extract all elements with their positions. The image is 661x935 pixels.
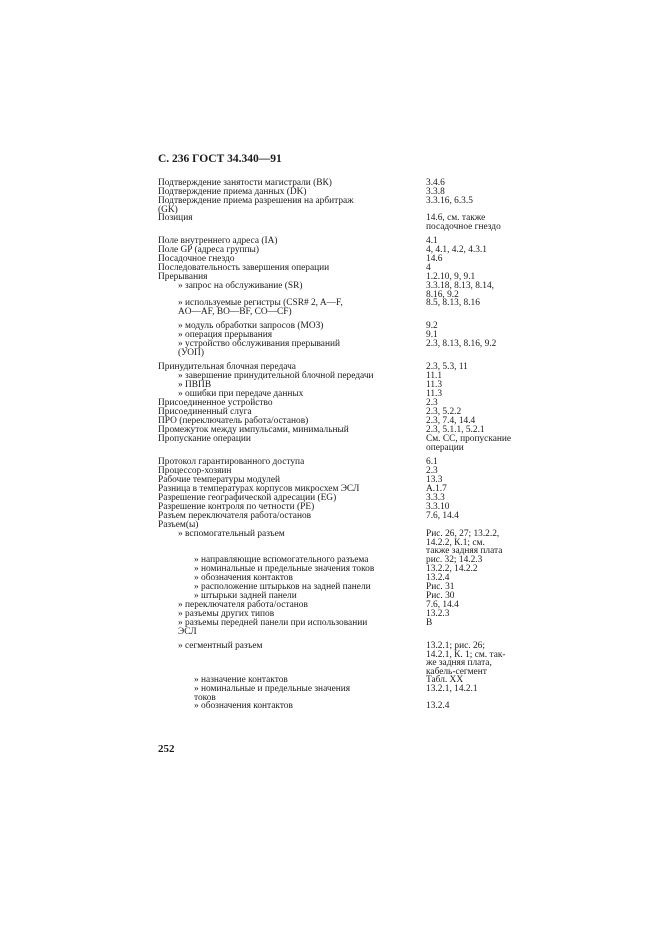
index-reference: 7.6, 14.4 [426,600,459,610]
index-reference: 2.3, 5.3, 11 [426,362,468,372]
index-reference: 2.3 [426,398,438,408]
index-term: Разъем(ы) [158,520,199,530]
index-reference: 2.3, 5.1.1, 5.2.1 [426,425,485,435]
index-term: » ПВПВ [178,380,212,390]
index-reference: 4.1 [426,236,438,246]
index-reference: 3.3.3 [426,493,445,503]
index-entry [158,435,558,452]
index-term: » обозначения контактов [194,701,293,711]
index-reference: 2.3, 8.13, 8.16, 9.2 [426,339,497,349]
index-term: » расположение штырьков на задней панели [194,582,371,592]
index-term: » номинальные и предельные значения токов [194,564,375,574]
index-reference: 13.2.1, 14.2.1 [426,684,478,694]
index-reference: 6.1 [426,457,438,467]
index-term: Пропускание операции [158,434,251,444]
index-term: » штырьки задней панели [194,591,297,601]
page-number: 252 [158,743,175,755]
index-term: » используемые регистры (CSR# 2, A—F, AO—AF, BO—BF, CO—CF) [178,298,343,317]
index-reference: 13.2.4 [426,701,450,711]
index-reference: 2.3, 7.4, 14.4 [426,416,476,426]
index-term: Подтверждение приема данных (DK) [158,187,307,197]
index-term: Посадочное гнездо [158,254,235,264]
index-reference: 13.3 [426,475,443,485]
index-reference: 3.3.18, 8.13, 8.14, 8.16, 9.2 [426,281,494,300]
index-term: Позиция [158,213,193,223]
index-reference: 11.3 [426,389,443,399]
index-reference: 4, 4.1, 4.2, 4.3.1 [426,245,487,255]
index-reference: 4 [426,263,431,273]
index-entry [158,619,558,636]
index-entry [158,197,558,214]
index-reference: Рис. 30 [426,591,455,601]
index-term: Протокол гарантированного доступа [158,457,305,467]
index-reference: Рис. 26, 27; 13.2.2, 14.2.2, К.1; см. также задняя плата [426,529,503,557]
index-term: » операция прерывания [178,330,273,340]
index-entry [158,642,558,676]
index-term: Процессор-хозяин [158,466,232,476]
index-reference: 11.3 [426,380,443,390]
index-reference: 3.3.8 [426,187,445,197]
index-entry [158,299,558,316]
page-header: С. 236 ГОСТ 34.340—91 [158,153,282,165]
index-reference: 14.6, см. также посадочное гнездо [426,213,501,232]
index-term: Поле GP (адреса группы) [158,245,259,255]
index-reference: См. СС, пропускание операции [426,434,512,453]
index-term: » номинальные и предельные значения токов [194,684,351,703]
index-term: » вспомогательный разъем [178,529,285,539]
index-term: » разъемы других типов [178,609,275,619]
index-term: Присоединенный слуга [158,407,252,417]
index-reference: Рис. 31 [426,582,455,592]
index-entry [158,264,558,273]
index-reference: 7.6, 14.4 [426,511,459,521]
index-reference: 11.1 [426,371,443,381]
index-reference: Табл. XX [426,675,464,685]
index-entry [158,282,558,299]
index-reference: рис. 32; 14.2.3 [426,555,483,565]
index-entry [158,214,558,231]
index-reference: 8.5, 8.13, 8.16 [426,298,480,308]
index-reference: 13.2.1; рис. 26; 14.2.1, К. 1; см. так- же задняя плата, кабель-сегмент [426,641,506,677]
index-term: Присоединенное устройство [158,398,273,408]
index-term: Последовательность завершения операции [158,263,330,273]
index-term: » переключателя работа/останов [178,600,308,610]
index-term: Подтверждение занятости магистрали (ВК) [158,178,332,188]
index-term: » модуль обработки запросов (МОЗ) [178,321,324,331]
index-reference: 13.2.3 [426,609,450,619]
index-term: » ошибки при передаче данных [178,389,304,399]
index-term: » разъемы передней панели при использовании ЭСЛ [178,618,368,637]
index-term: Разница в температурах корпусов микросхем ЭСЛ [158,484,360,494]
index-reference: А.1.7 [426,484,447,494]
index-term: Разрешение географической адресации (EG) [158,493,337,503]
index-term: Разрешение контроля по четности (PE) [158,502,315,512]
index-term: » завершение принудительной блочной передачи [178,371,374,381]
index-reference: 3.3.16, 6.3.5 [426,196,473,206]
index-reference: 13.2.2, 14.2.2 [426,564,478,574]
index-entry [158,530,558,556]
index-term: Поле внутреннего адреса (IA) [158,236,278,246]
index-entry [158,340,558,357]
index-term: ПРО (переключатель работа/останов) [158,416,309,426]
index-term: Принудительная блочная передача [158,362,296,372]
index-entry [158,702,558,711]
index-reference: 2.3, 5.2.2 [426,407,462,417]
index-term: Прерывания [158,272,208,282]
index-reference: 3.4.6 [426,178,445,188]
index-reference: 9.1 [426,330,438,340]
index-reference: 3.3.10 [426,502,450,512]
index-reference: В [426,618,433,628]
index-term: Подтверждение приема разрешения на арбитраж (GK) [158,196,354,215]
index-reference: 14.6 [426,254,443,264]
index-reference: 2.3 [426,466,438,476]
index-reference: 9.2 [426,321,438,331]
subject-index [158,179,558,711]
index-term: » обозначения контактов [194,573,293,583]
index-reference: 13.2.4 [426,573,450,583]
index-term: » запрос на обслуживание (SR) [178,281,303,291]
index-entry [158,685,558,702]
index-term: » назначение контактов [194,675,288,685]
index-term: » направляющие вспомогательного разъема [194,555,369,565]
index-term: Промежуток между импульсами, минимальный [158,425,349,435]
index-term: » сегментный разъем [178,641,263,651]
index-entry [158,372,558,381]
index-entry [158,512,558,521]
index-term: » устройство обслуживания прерываний (УОП) [178,339,341,358]
index-term: Рабочие температуры модулей [158,475,281,485]
index-reference: 1.2.10, 9, 9.1 [426,272,476,282]
index-term: Разъем переключателя работа/останов [158,511,312,521]
